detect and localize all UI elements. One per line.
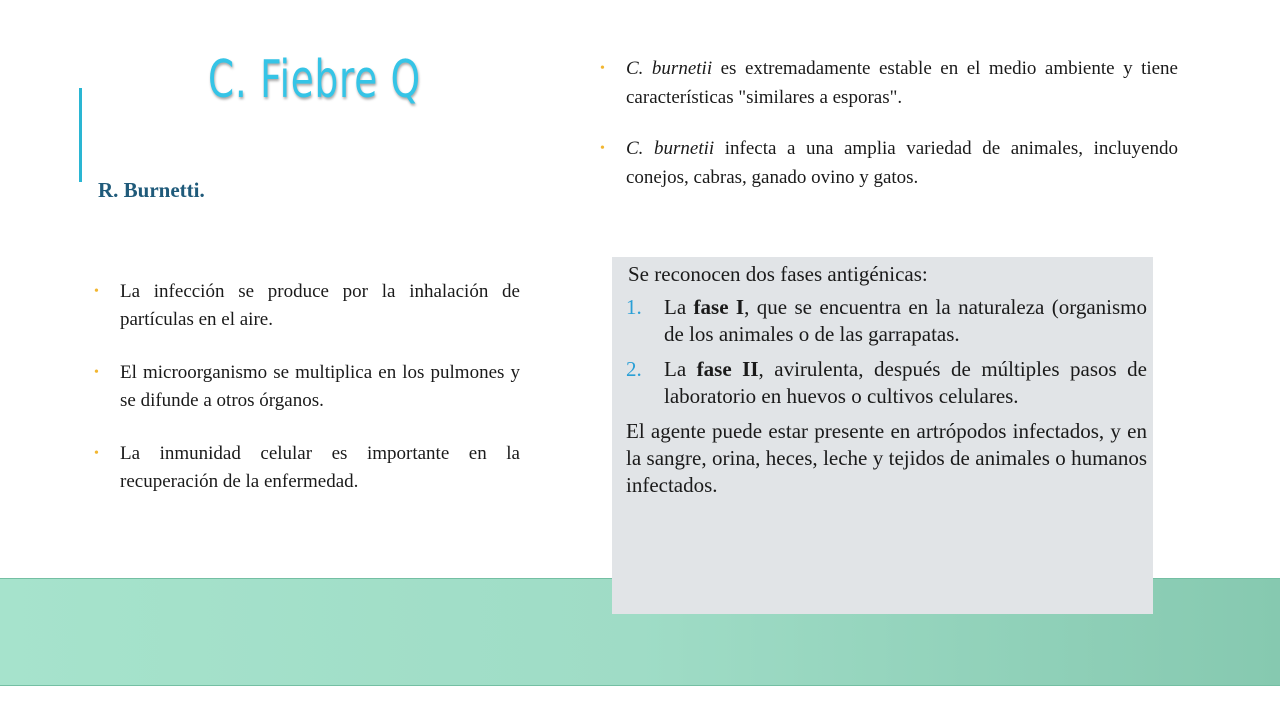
slide-title: C. Fiebre Q [208, 50, 421, 110]
phase-item [626, 294, 1147, 348]
bullet-text: El microorganismo se multiplica en los pulmones y se difunde a otros órganos. [120, 362, 520, 411]
species-name: C. burnetii [626, 58, 713, 79]
bullet-icon: • [94, 446, 99, 461]
phase-text-pre: La [664, 295, 694, 319]
slide-subtitle: R. Burnetti. [98, 178, 205, 202]
antigenic-phases-box [612, 257, 1153, 614]
phase-name: fase I [693, 295, 745, 319]
title-accent-line [79, 88, 82, 182]
list-item [94, 278, 520, 334]
phase-number: 2. [626, 357, 642, 381]
bullet-text: La inmunidad celular es importante en la recuperación de la enfermedad. [120, 443, 520, 492]
phase-text-post: , avirulenta, después de múltiples pasos de laboratorio en huevos o cultivos celulares. [664, 357, 1147, 408]
phase-number: 1. [626, 295, 642, 319]
list-item [600, 54, 1178, 112]
phases-list [626, 294, 1147, 410]
bullet-icon: • [94, 284, 99, 299]
phase-item [626, 356, 1147, 410]
list-item [600, 134, 1178, 192]
bullet-icon: • [600, 61, 605, 76]
bullet-text: es extremadamente estable en el medio ambiente y tiene características "similares a esporas". [626, 58, 1178, 108]
phase-text-post: , que se encuentra en la naturaleza (organismo de los animales o de las garrapatas. [664, 295, 1147, 346]
species-name: C. burnetii [626, 138, 715, 159]
phase-text-pre: La [664, 357, 697, 381]
bullet-icon: • [600, 141, 605, 156]
phases-closing: El agente puede estar presente en artrópodos infectados, y en la sangre, orina, heces, leche y tejidos de animales o humanos infectados. [626, 419, 1147, 497]
bullet-text: infecta a una amplia variedad de animales, incluyendo conejos, cabras, ganado ovino y gatos. [626, 138, 1178, 188]
phases-intro: Se reconocen dos fases antigénicas: [628, 262, 928, 286]
left-bullet-list [94, 278, 520, 521]
bullet-text: La infección se produce por la inhalación de partículas en el aire. [120, 281, 520, 330]
right-bullet-list [600, 54, 1178, 214]
list-item [94, 359, 520, 415]
bullet-icon: • [94, 365, 99, 380]
list-item [94, 440, 520, 496]
phase-name: fase II [696, 357, 759, 381]
